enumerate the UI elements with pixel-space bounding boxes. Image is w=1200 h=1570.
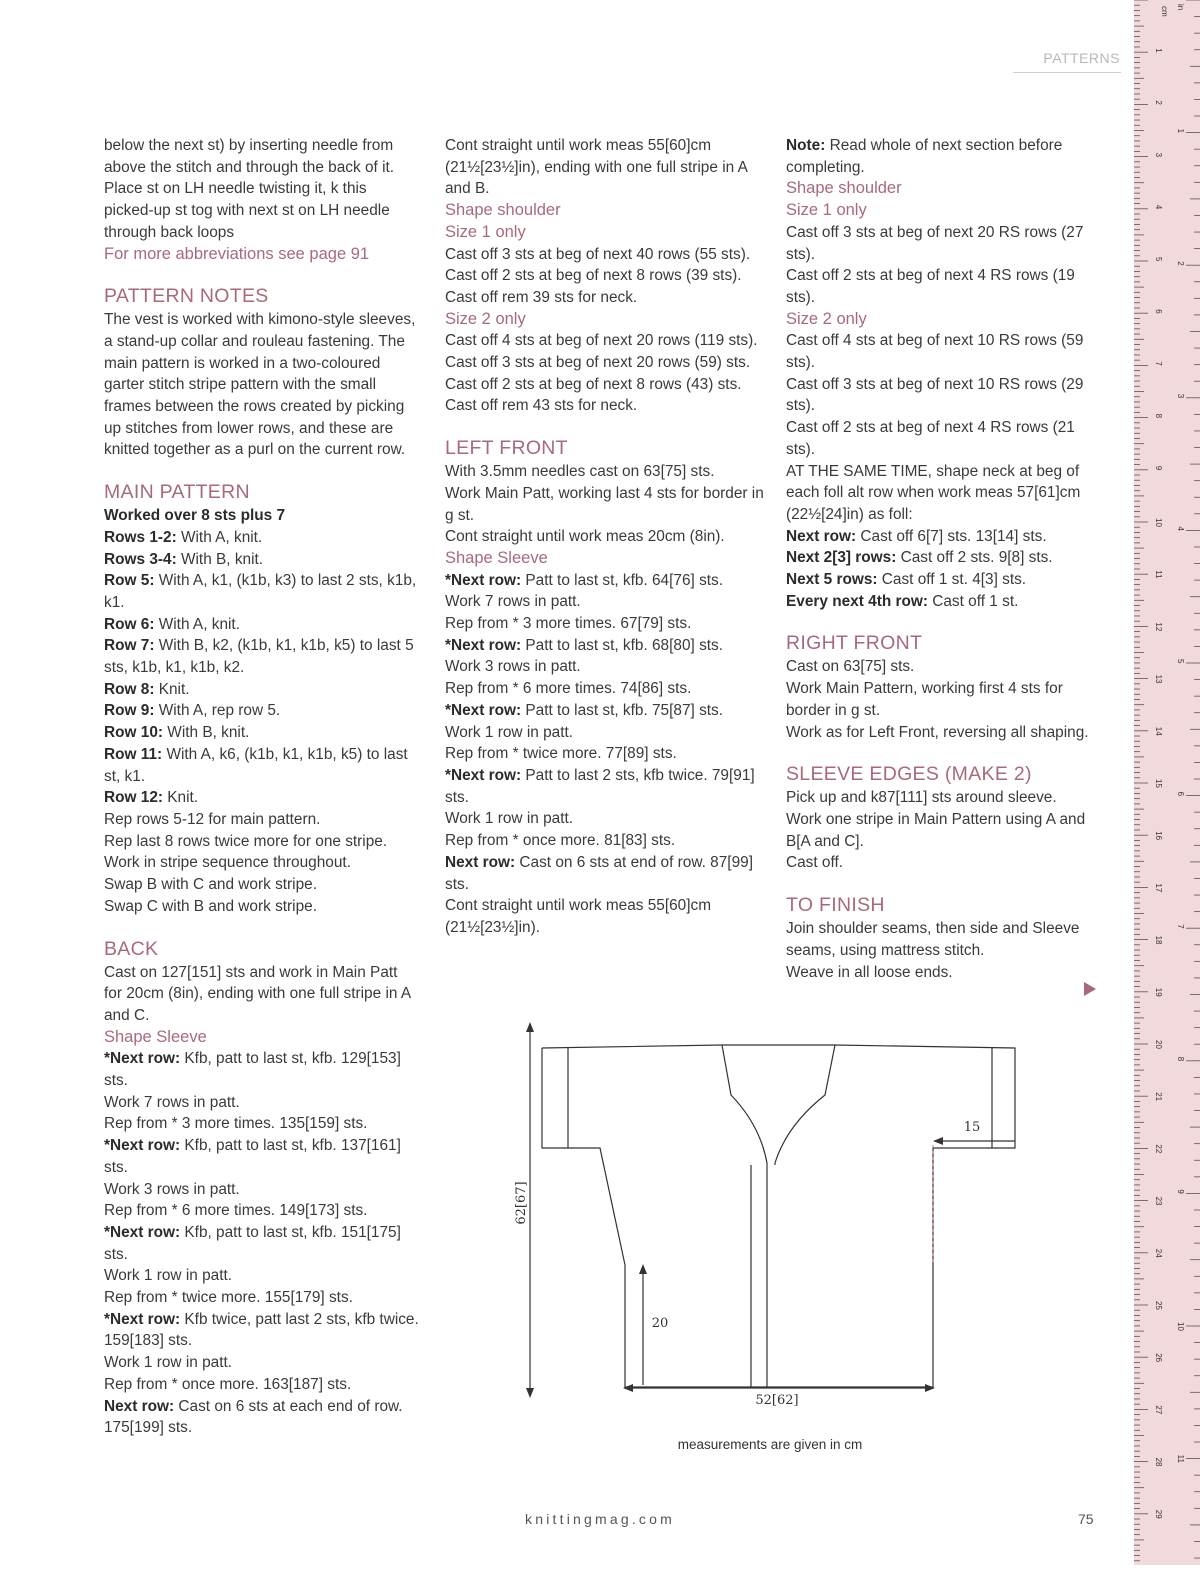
main-pattern-notes	[104, 809, 419, 918]
ruler-cm-number: 8	[1154, 413, 1163, 419]
ruler-inch-number: 10	[1176, 1322, 1185, 1331]
ruler-inch-number: 8	[1176, 1056, 1185, 1062]
pattern-row: Rows 1-2: With A, knit.	[104, 528, 263, 546]
ruler-cm-number: 14	[1154, 726, 1163, 736]
instruction-line: Cast off 4 sts at beg of next 20 rows (119 sts).	[445, 332, 758, 350]
instruction-line: Rep from * 3 more times. 67[79] sts.	[445, 615, 692, 633]
instruction-line: Cast off 2 sts at beg of next 4 RS rows (21 sts).	[786, 419, 1075, 458]
instruction-line: Cast on 63[75] sts.	[786, 658, 915, 676]
instruction-line: Cast off 2 sts at beg of next 4 RS rows (19 sts).	[786, 267, 1075, 306]
instruction-line: Cast off 3 sts at beg of next 10 RS rows (29 sts).	[786, 375, 1084, 415]
left-front-shape-sleeve-heading: Shape Sleeve	[445, 548, 548, 567]
back-steps	[104, 1048, 419, 1439]
instruction-line: Work 7 rows in patt.	[445, 593, 581, 611]
ruler-cm-number: 5	[1154, 257, 1163, 262]
instruction-line: Work 1 row in patt.	[445, 810, 574, 828]
pattern-row: Row 11: With A, k6, (k1b, k1, k1b, k5) to last st, k1.	[104, 745, 408, 785]
back-shape-sleeve-heading: Shape Sleeve	[104, 1027, 207, 1046]
instruction-line: *Next row: Patt to last 2 sts, kfb twice. 79[91] sts.	[445, 766, 755, 806]
ruler-in-label: in	[1176, 4, 1185, 11]
pattern-notes-heading: PATTERN NOTES	[104, 285, 269, 308]
instruction-line: Work Main Pattern, working first 4 sts for border in g st.	[786, 680, 1063, 719]
front-shape-shoulder-heading: Shape shoulder	[786, 179, 902, 198]
instruction-line: Rep from * 6 more times. 149[173] sts.	[104, 1202, 368, 1220]
instruction-line: Next row: Cast off 6[7] sts. 13[14] sts.	[786, 527, 1047, 545]
schematic-outline	[542, 1045, 1015, 1387]
ruler-cm-number: 12	[1154, 622, 1163, 632]
left-front-heading: LEFT FRONT	[445, 437, 568, 460]
footer-url: knittingmag.com	[525, 1511, 675, 1527]
page-number: 75	[1078, 1511, 1094, 1527]
ruler-cm-number: 15	[1154, 779, 1163, 788]
instruction-line: *Next row: Kfb, patt to last st, kfb. 151[175] sts.	[104, 1223, 401, 1263]
ruler-inch-number: 5	[1176, 659, 1185, 664]
left-front-lines	[445, 461, 765, 548]
pattern-row: Row 12: Knit.	[104, 789, 199, 807]
ruler-cm-number: 9	[1154, 465, 1163, 471]
ruler-cm-number: 11	[1154, 570, 1163, 579]
pattern-note-line: Rep rows 5-12 for main pattern.	[104, 810, 321, 828]
instruction-line: Work 1 row in patt.	[104, 1267, 233, 1285]
ruler-inch-number: 1	[1176, 128, 1185, 134]
to-finish-heading: TO FINISH	[786, 894, 885, 917]
ruler-cm-number: 20	[1154, 1040, 1163, 1049]
intro-text: below the next st) by inserting needle from above the stitch and through the back of it. Place st on LH needle twisting it, k this picked-up st tog with next st on LH needle through back loops	[104, 137, 395, 241]
ruler-cm-number: 17	[1154, 883, 1163, 893]
back-size2-lines	[445, 330, 765, 417]
ruler-cm-number: 13	[1154, 674, 1163, 684]
instruction-line: Next 5 rows: Cast off 1 st. 4[3] sts.	[786, 571, 1027, 589]
ruler-inch-number: 7	[1176, 924, 1185, 929]
header-rule	[1013, 72, 1121, 73]
ruler-inch-number: 4	[1176, 526, 1185, 531]
instruction-line: Cast off 3 sts at beg of next 20 RS rows (27 sts).	[786, 223, 1084, 263]
instruction-line: Next row: Cast on 6 sts at each end of row. 175[199] sts.	[104, 1397, 403, 1437]
neck-steps	[786, 526, 1096, 613]
main-pattern-worked: Worked over 8 sts plus 7	[104, 507, 286, 525]
pattern-row: Row 8: Knit.	[104, 680, 190, 698]
ruler-cm-number: 18	[1154, 935, 1163, 945]
column-3	[786, 135, 1096, 983]
sleeve-arrow-left	[933, 1137, 943, 1145]
ruler-cm-number: 27	[1154, 1405, 1163, 1415]
instruction-line: Cast off rem 39 sts for neck.	[445, 288, 638, 306]
column-1	[104, 135, 419, 1439]
back-intro: Cast on 127[151] sts and work in Main Patt for 20cm (8in), ending with one full stripe in A and C.	[104, 963, 411, 1024]
ruler-cm-number: 7	[1154, 361, 1163, 366]
height-arrow-bottom	[526, 1388, 534, 1398]
measuring-ruler	[1134, 0, 1200, 1565]
width-label: 52[62]	[755, 1393, 799, 1408]
right-neck-curve	[775, 1045, 835, 1165]
right-front-heading: RIGHT FRONT	[786, 632, 923, 655]
ruler-cm-number: 25	[1154, 1301, 1163, 1310]
sleeve-edges-lines	[786, 787, 1096, 874]
ruler-cm-number: 4	[1154, 204, 1163, 210]
front-size1-heading: Size 1 only	[786, 201, 867, 220]
back-shape-shoulder-heading: Shape shoulder	[445, 201, 561, 220]
front-size2-lines	[786, 330, 1096, 525]
ruler-inch-number: 9	[1176, 1189, 1185, 1194]
pattern-note-line: Work in stripe sequence throughout.	[104, 854, 351, 872]
column-2	[445, 135, 765, 939]
back-size1-heading: Size 1 only	[445, 222, 526, 241]
front-size1-lines	[786, 222, 1096, 309]
left-neck-curve	[722, 1045, 767, 1387]
ruler-inch-number: 2	[1176, 261, 1185, 266]
pattern-note-line: Swap B with C and work stripe.	[104, 876, 317, 894]
instruction-line: Rep from * once more. 81[83] sts.	[445, 832, 676, 850]
ruler-inch-number: 3	[1176, 393, 1185, 399]
rib-arrow-top	[639, 1264, 647, 1274]
instruction-line: Work 1 row in patt.	[104, 1354, 233, 1372]
pattern-row: Rows 3-4: With B, knit.	[104, 550, 264, 568]
instruction-line: Next 2[3] rows: Cast off 2 sts. 9[8] sts.	[786, 549, 1053, 567]
instruction-line: Cast off 4 sts at beg of next 10 RS rows (59 sts).	[786, 332, 1084, 372]
instruction-line: Pick up and k87[111] sts around sleeve.	[786, 789, 1057, 807]
height-label: 62[67]	[514, 1181, 529, 1225]
main-pattern-heading: MAIN PATTERN	[104, 481, 250, 504]
ruler-cm-number: 21	[1154, 1092, 1163, 1102]
to-finish-lines	[786, 918, 1096, 983]
pattern-row: Row 10: With B, knit.	[104, 724, 250, 742]
instruction-line: Rep from * 6 more times. 74[86] sts.	[445, 680, 692, 698]
instruction-line: AT THE SAME TIME, shape neck at beg of each foll alt row when work meas 57[61]cm (22½[24]in) as foll:	[786, 462, 1081, 523]
ruler-cm-label: cm	[1160, 6, 1169, 17]
instruction-line: *Next row: Patt to last st, kfb. 75[87] sts.	[445, 701, 724, 719]
ruler-cm-number: 10	[1154, 518, 1163, 527]
ruler-ticks	[1134, 0, 1200, 1565]
instruction-line: Cast off rem 43 sts for neck.	[445, 397, 638, 415]
instruction-line: Cont straight until work meas 20cm (8in).	[445, 528, 725, 546]
pattern-notes-text: The vest is worked with kimono-style sleeves, a stand-up collar and rouleau fastening. The main pattern is worked in a two-coloured garter stitch stripe pattern with the small frames between the rows created by picking up stitches from lower rows, and these are knitted together as a purl on the current row.	[104, 311, 416, 459]
back-size2-heading: Size 2 only	[445, 309, 526, 328]
instruction-line: Cast off.	[786, 854, 844, 872]
instruction-line: Cast off 3 sts at beg of next 40 rows (55 sts).	[445, 245, 751, 263]
ruler-cm-number: 26	[1154, 1353, 1163, 1363]
pattern-note-line: Swap C with B and work stripe.	[104, 897, 317, 915]
back-heading: BACK	[104, 937, 159, 960]
ruler-cm-number: 16	[1154, 831, 1163, 841]
back-size1-lines	[445, 244, 765, 309]
instruction-line: Cast off 2 sts at beg of next 8 rows (39 sts).	[445, 267, 742, 285]
pattern-row: Row 5: With A, k1, (k1b, k3) to last 2 sts, k1b, k1.	[104, 572, 417, 611]
ruler-cm-number: 2	[1154, 100, 1163, 105]
instruction-line: Work one stripe in Main Pattern using A and B[A and C].	[786, 810, 1086, 850]
ruler-cm-number: 6	[1154, 309, 1163, 314]
ruler-cm-number: 22	[1154, 1144, 1163, 1154]
ruler-cm-number: 29	[1154, 1509, 1163, 1519]
instruction-line: Work 3 rows in patt.	[445, 658, 581, 676]
pattern-row: Row 7: With B, k2, (k1b, k1, k1b, k5) to last 5 sts, k1b, k1, k1b, k2.	[104, 637, 414, 677]
diagram-caption: measurements are given in cm	[677, 1437, 863, 1452]
ruler-inch-number: 6	[1176, 791, 1185, 797]
instruction-line: *Next row: Patt to last st, kfb. 64[76] sts.	[445, 571, 724, 589]
garment-schematic	[505, 1015, 1035, 1420]
sleeve-edges-heading: SLEEVE EDGES (MAKE 2)	[786, 763, 1032, 786]
instruction-line: Next row: Cast on 6 sts at end of row. 87[99] sts.	[445, 853, 753, 893]
rib-label: 20	[651, 1316, 669, 1331]
instruction-line: Rep from * 3 more times. 135[159] sts.	[104, 1115, 368, 1133]
ruler-cm-number: 3	[1154, 152, 1163, 158]
instruction-line: Cast off 3 sts at beg of next 20 rows (59) sts.	[445, 354, 751, 372]
instruction-line: Work Main Patt, working last 4 sts for border in g st.	[445, 484, 764, 524]
front-size2-heading: Size 2 only	[786, 309, 867, 328]
pattern-row: Row 6: With A, knit.	[104, 615, 240, 633]
instruction-line: With 3.5mm needles cast on 63[75] sts.	[445, 463, 715, 481]
height-arrow-top	[526, 1022, 534, 1032]
instruction-line: Every next 4th row: Cast off 1 st.	[786, 592, 1019, 610]
instruction-line: Rep from * once more. 163[187] sts.	[104, 1375, 352, 1393]
instruction-line: *Next row: Patt to last st, kfb. 68[80] sts.	[445, 636, 724, 654]
ruler-cm-number: 23	[1154, 1196, 1163, 1206]
instruction-line: Work as for Left Front, reversing all shaping.	[786, 723, 1089, 741]
instruction-line: Join shoulder seams, then side and Sleeve seams, using mattress stitch.	[786, 920, 1080, 959]
back-cont-text: Cont straight until work meas 55[60]cm (21½[23½]in), ending with one full stripe in A and B.	[445, 137, 748, 198]
ruler-cm-number: 24	[1154, 1248, 1163, 1258]
note-text: Note: Read whole of next section before completing.	[786, 137, 1063, 176]
instruction-line: Weave in all loose ends.	[786, 963, 953, 981]
instruction-line: *Next row: Kfb, patt to last st, kfb. 137[161] sts.	[104, 1137, 401, 1176]
instruction-line: Work 1 row in patt.	[445, 723, 574, 741]
instruction-line: Rep from * twice more. 77[89] sts.	[445, 745, 677, 763]
section-header: PATTERNS	[1043, 50, 1120, 66]
left-front-steps	[445, 570, 765, 939]
instruction-line: Cont straight until work meas 55[60]cm (21½[23½]in).	[445, 897, 712, 936]
instruction-line: Work 3 rows in patt.	[104, 1180, 240, 1198]
continue-arrow-icon	[1084, 982, 1096, 996]
ruler-cm-number: 19	[1154, 987, 1163, 997]
pattern-note-line: Rep last 8 rows twice more for one stripe.	[104, 832, 388, 850]
main-pattern-rows	[104, 527, 419, 809]
instruction-line: Work 7 rows in patt.	[104, 1093, 240, 1111]
right-front-lines	[786, 656, 1096, 743]
ruler-inch-number: 11	[1176, 1454, 1185, 1463]
pattern-row: Row 9: With A, rep row 5.	[104, 702, 281, 720]
instruction-line: *Next row: Kfb twice, patt last 2 sts, kfb twice. 159[183] sts.	[104, 1310, 419, 1350]
instruction-line: *Next row: Kfb, patt to last st, kfb. 129[153] sts.	[104, 1050, 401, 1090]
ruler-cm-number: 28	[1154, 1457, 1163, 1467]
abbreviations-link[interactable]: For more abbreviations see page 91	[104, 244, 370, 263]
instruction-line: Cast off 2 sts at beg of next 8 rows (43) sts.	[445, 375, 742, 393]
instruction-line: Rep from * twice more. 155[179] sts.	[104, 1289, 353, 1307]
sleeve-label: 15	[963, 1120, 981, 1135]
ruler-cm-number: 1	[1154, 48, 1163, 53]
